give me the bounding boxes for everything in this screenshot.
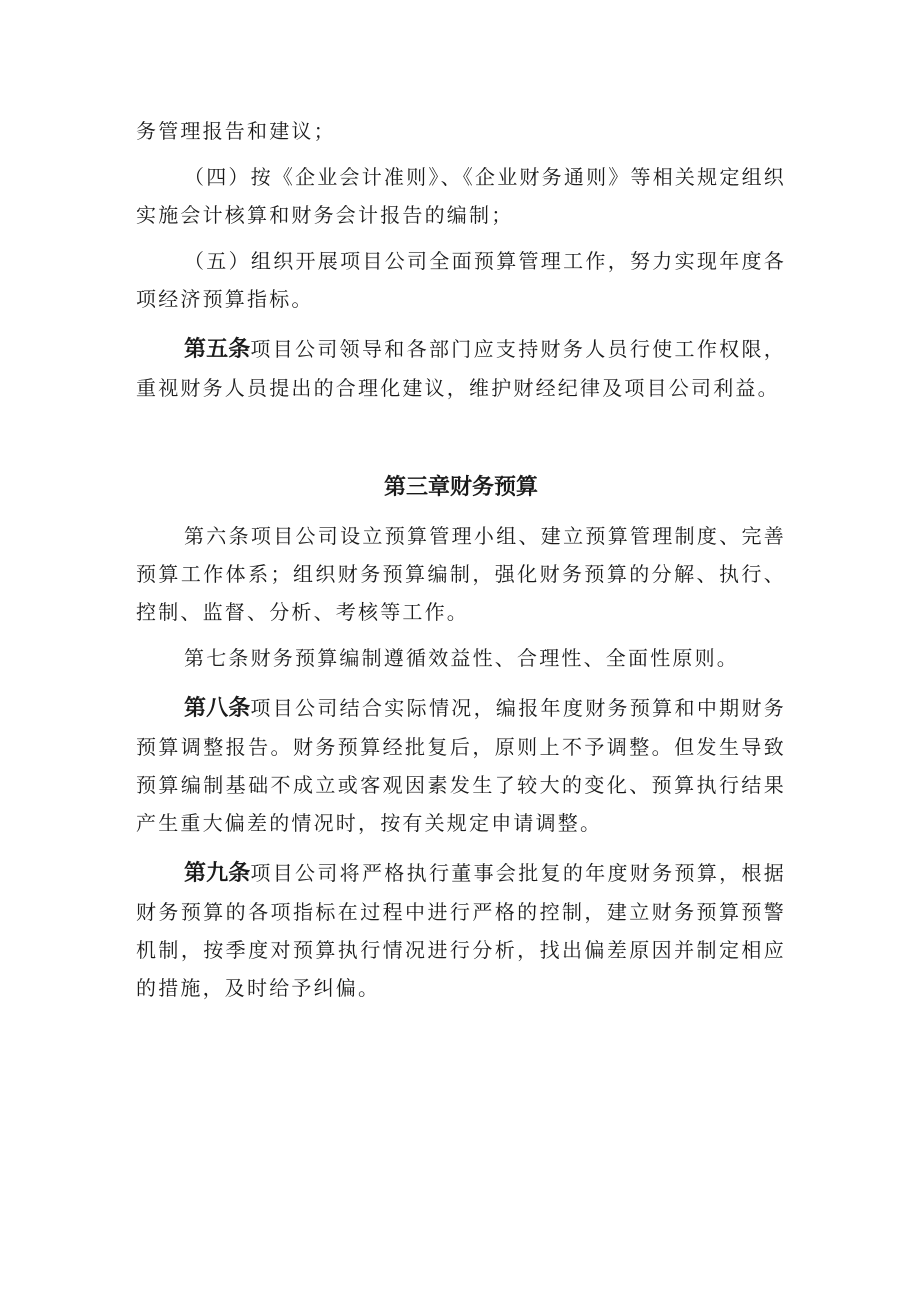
article-6: 第六条项目公司设立预算管理小组、建立预算管理制度、完善预算工作体系；组织财务预算编制，强化财务预算的分解、执行、控制、监督、分析、考核等工作。 [136, 524, 786, 624]
article-5 [136, 330, 786, 407]
article-8-label: 第八条 [184, 696, 251, 721]
document-page [136, 112, 786, 1007]
paragraph-item-5: （五）组织开展项目公司全面预算管理工作，努力实现年度各项经济预算指标。 [136, 249, 786, 311]
article-7: 第七条财务预算编制遵循效益性、合理性、全面性原则。 [184, 646, 739, 670]
article-5-text: 项目公司领导和各部门应支持财务人员行使工作权限，重视财务人员提出的合理化建议，维护财经纪律及项目公司利益。 [136, 337, 786, 400]
paragraph-item-4: （四）按《企业会计准则》、《企业财务通则》等相关规定组织实施会计核算和财务会计报告的编制； [136, 165, 786, 227]
article-8-text: 项目公司结合实际情况，编报年度财务预算和中期财务预算调整报告。财务预算经批复后，原则上不予调整。但发生导致预算编制基础不成立或客观因素发生了较大的变化、预算执行结果产生重大偏差的情况时，按有关规定申请调整。 [136, 696, 786, 835]
article-8 [136, 689, 786, 842]
article-5-label: 第五条 [184, 337, 251, 362]
paragraph-continuation: 务管理报告和建议； [136, 119, 336, 143]
chapter-title: 第三章财务预算 [383, 475, 538, 500]
article-9 [136, 854, 786, 1007]
article-9-text: 项目公司将严格执行董事会批复的年度财务预算，根据财务预算的各项指标在过程中进行严格的控制，建立财务预算预警机制，按季度对预算执行情况进行分析，找出偏差原因并制定相应的措施，及时给予纠偏。 [136, 861, 786, 1000]
article-9-label: 第九条 [184, 861, 251, 886]
